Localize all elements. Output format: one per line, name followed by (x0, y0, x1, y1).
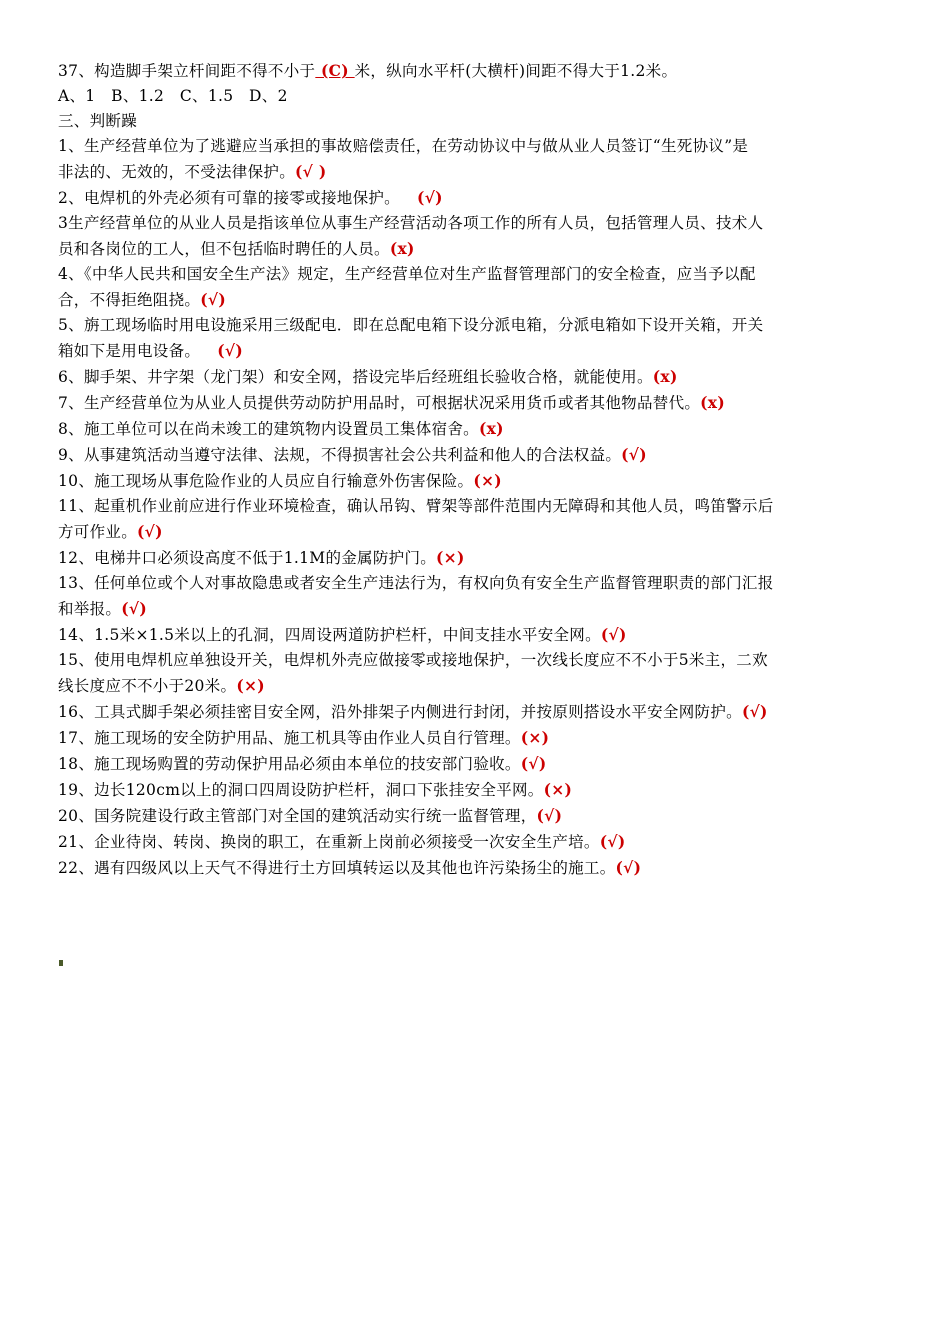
item-text: 14、1.5米×1.5米以上的孔洞，四周设两道防护栏杆，中间支挂水平安全网。 (58, 626, 601, 644)
answer-mark: (√) (520, 754, 547, 773)
answer-mark: (√ ) (295, 162, 327, 181)
item-19 (58, 777, 920, 803)
answer-mark: (×) (520, 728, 550, 747)
item-1-cont (58, 159, 920, 185)
item-text: 4、《中华人民共和国安全生产法》规定，生产经营单位对生产监督管理部门的安全检查，应当予以配 (58, 265, 756, 283)
item-14 (58, 622, 920, 648)
item-21 (58, 829, 920, 855)
item-text: 7、生产经营单位为从业人员提供劳动防护用品时，可根据状况采用货币或者其他物品替代。 (58, 394, 701, 412)
item-text: 非法的、无效的，不受法律保护。 (58, 163, 296, 181)
answer-mark: (×) (543, 780, 573, 799)
item-text: 20、国务院建设行政主管部门对全国的建筑活动实行统一监督管理， (58, 807, 537, 825)
item-text: 13、任何单位或个人对事故隐患或者安全生产违法行为，有权向负有安全生产监督管理职责的部门汇报 (58, 574, 774, 592)
answer-mark: (×) (236, 676, 265, 695)
answer-mark: (√) (121, 599, 147, 618)
answer-mark: (x) (389, 239, 415, 258)
item-17 (58, 725, 920, 751)
item-text: 6、脚手架、井字架（龙门架）和安全网，搭设完毕后经班组长验收合格，就能使用。 (58, 368, 653, 386)
item-5 (58, 313, 920, 338)
item-text: 21、企业待岗、转岗、换岗的职工，在重新上岗前必须接受一次安全生产培。 (58, 833, 600, 851)
item-22 (58, 855, 920, 881)
answer-mark: (√) (615, 858, 642, 877)
answer-mark: (√) (399, 188, 443, 207)
answer-mark: (×) (436, 548, 465, 567)
item-text: 22、遇有四级风以上天气不得进行土方回填转运以及其他也许污染扬尘的施工。 (58, 859, 616, 877)
answer-mark: (x) (700, 393, 725, 412)
question-37-options: A、1 B、1.2 C、1.5 D、2 (58, 87, 288, 105)
item-4 (58, 262, 920, 287)
item-text: 16、工具式脚手架必须挂密目安全网，沿外排架子内侧进行封闭，并按原则搭设水平安全网防护。 (58, 703, 742, 721)
answer-mark: (×) (473, 471, 502, 490)
answer-mark: (√) (599, 832, 626, 851)
item-6 (58, 364, 920, 390)
item-18 (58, 751, 920, 777)
question-37 (58, 58, 920, 84)
item-text: 10、施工现场从事危险作业的人员应自行输意外伤害保险。 (58, 472, 474, 490)
item-3-cont (58, 236, 920, 262)
item-text: 9、从事建筑活动当遵守法律、法规，不得损害社会公共利益和他人的合法权益。 (58, 446, 622, 464)
item-text: 3生产经营单位的从业人员是指该单位从事生产经营活动各项工作的所有人员，包括管理人员、技术人 (58, 214, 764, 232)
answer-mark: (√) (536, 806, 563, 825)
item-11-cont (58, 519, 920, 545)
question-text: 米，纵向水平杆(大横杆)间距不得大于1.2米。 (354, 62, 678, 80)
question-text: 37、构造脚手架立杆间距不得不小于 (58, 62, 316, 80)
answer-mark: (√) (200, 290, 226, 309)
item-text: 2、电焊机的外壳必须有可靠的接零或接地保护。 (58, 189, 400, 207)
answer-blank: (C) (315, 61, 355, 80)
item-text: 箱如下是用电设备。 (58, 342, 201, 360)
answer-mark: (√) (200, 341, 244, 360)
item-text: 8、施工单位可以在尚未竣工的建筑物内设置员工集体宿舍。 (58, 420, 479, 438)
item-text: 和举报。 (58, 600, 122, 618)
item-12 (58, 545, 920, 571)
small-mark-icon (59, 960, 63, 966)
answer-mark: (√) (600, 625, 627, 644)
item-text: 11、起重机作业前应进行作业环境检查，确认吊钩、臂架等部件范围内无障碍和其他人员，鸣笛警示后 (58, 497, 774, 515)
item-text: 1、生产经营单位为了逃避应当承担的事故赔偿责任，在劳动协议中与做从业人员签订“生死协议”是 (58, 137, 749, 155)
document-page (58, 58, 920, 881)
item-text: 17、施工现场的安全防护用品、施工机具等由作业人员自行管理。 (58, 729, 521, 747)
item-4-cont (58, 287, 920, 313)
item-text: 员和各岗位的工人，但不包括临时聘任的人员。 (58, 240, 390, 258)
item-text: 19、边长120cm以上的洞口四周设防护栏杆，洞口下张挂安全平网。 (58, 781, 544, 799)
item-5-cont (58, 338, 920, 364)
item-15-cont (58, 673, 920, 699)
answer-mark: (√) (621, 445, 647, 464)
section-title: 三、判断躁 (58, 112, 138, 130)
item-7 (58, 390, 920, 416)
item-10 (58, 468, 920, 494)
item-text: 5、旃工现场临时用电设施采用三级配电．即在总配电箱下设分派电箱，分派电箱如下设开关箱，开关 (58, 316, 764, 334)
item-text: 18、施工现场购置的劳动保护用品必须由本单位的技安部门验收。 (58, 755, 521, 773)
item-text: 12、电梯井口必须设高度不低于1.1M的金属防护门。 (58, 549, 437, 567)
item-text: 合，不得拒绝阻挠。 (58, 291, 201, 309)
answer-mark: (x) (652, 367, 678, 386)
item-8 (58, 416, 920, 442)
answer-mark: (√) (741, 702, 768, 721)
item-text: 方可作业。 (58, 523, 138, 541)
item-2 (58, 185, 920, 211)
item-13 (58, 571, 920, 596)
item-16 (58, 699, 920, 725)
item-11 (58, 494, 920, 519)
answer-mark: (x) (478, 419, 504, 438)
item-1 (58, 134, 920, 159)
item-text: 线长度应不不小于20米。 (58, 677, 237, 695)
item-3 (58, 211, 920, 236)
item-13-cont (58, 596, 920, 622)
item-text: 15、使用电焊机应单独设开关，电焊机外壳应做接零或接地保护，一次线长度应不不小于5米主，二欢 (58, 651, 768, 669)
item-9 (58, 442, 920, 468)
item-20 (58, 803, 920, 829)
item-15 (58, 648, 920, 673)
answer-mark: (√) (137, 522, 163, 541)
